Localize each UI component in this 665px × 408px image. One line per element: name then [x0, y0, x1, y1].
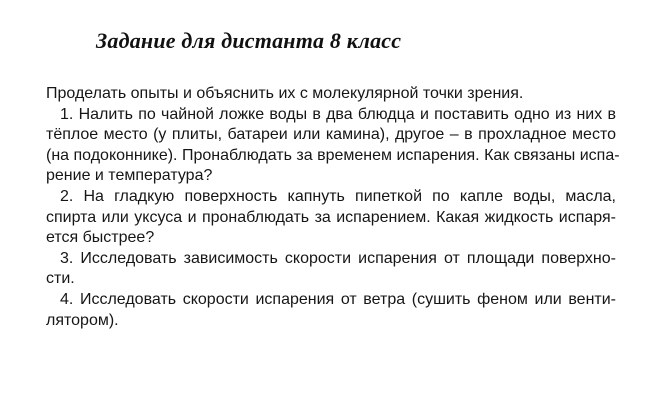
document-title: Задание для дистанта 8 класс: [96, 28, 402, 53]
task-1-line-4: рение и температура?: [46, 167, 213, 185]
intro-line: Проделать опыты и объяснить их с молекулярной точки зрения.: [46, 85, 524, 102]
task-1-line-3: (на подоконнике). Пронаблюдать за временем испарения. Как связаны испа-: [46, 146, 620, 164]
task-4-line-1: 4. Исследовать скорости испарения от ветра (сушить феном или венти-: [60, 290, 616, 308]
document-body: [46, 84, 620, 331]
task-1-line-2: тёплое место (у плиты, батареи или камина), другое – в прохладное место: [46, 126, 616, 144]
task-1-line-1: 1. Налить по чайной ложке воды в два блюдца и поставить одно из них в: [60, 105, 616, 123]
task-4-line-2: лятором).: [46, 311, 119, 329]
task-2-line-1: 2. На гладкую поверхность капнуть пипеткой по капле воды, масла,: [60, 187, 616, 205]
task-2-line-3: ется быстрее?: [46, 229, 155, 247]
task-3-line-2: сти.: [46, 270, 75, 288]
task-3-line-1: 3. Исследовать зависимость скорости испарения от площади поверхно-: [60, 249, 616, 267]
task-2-line-2: спирта или уксуса и пронаблюдать за испарением. Какая жидкость испаря-: [46, 208, 616, 226]
